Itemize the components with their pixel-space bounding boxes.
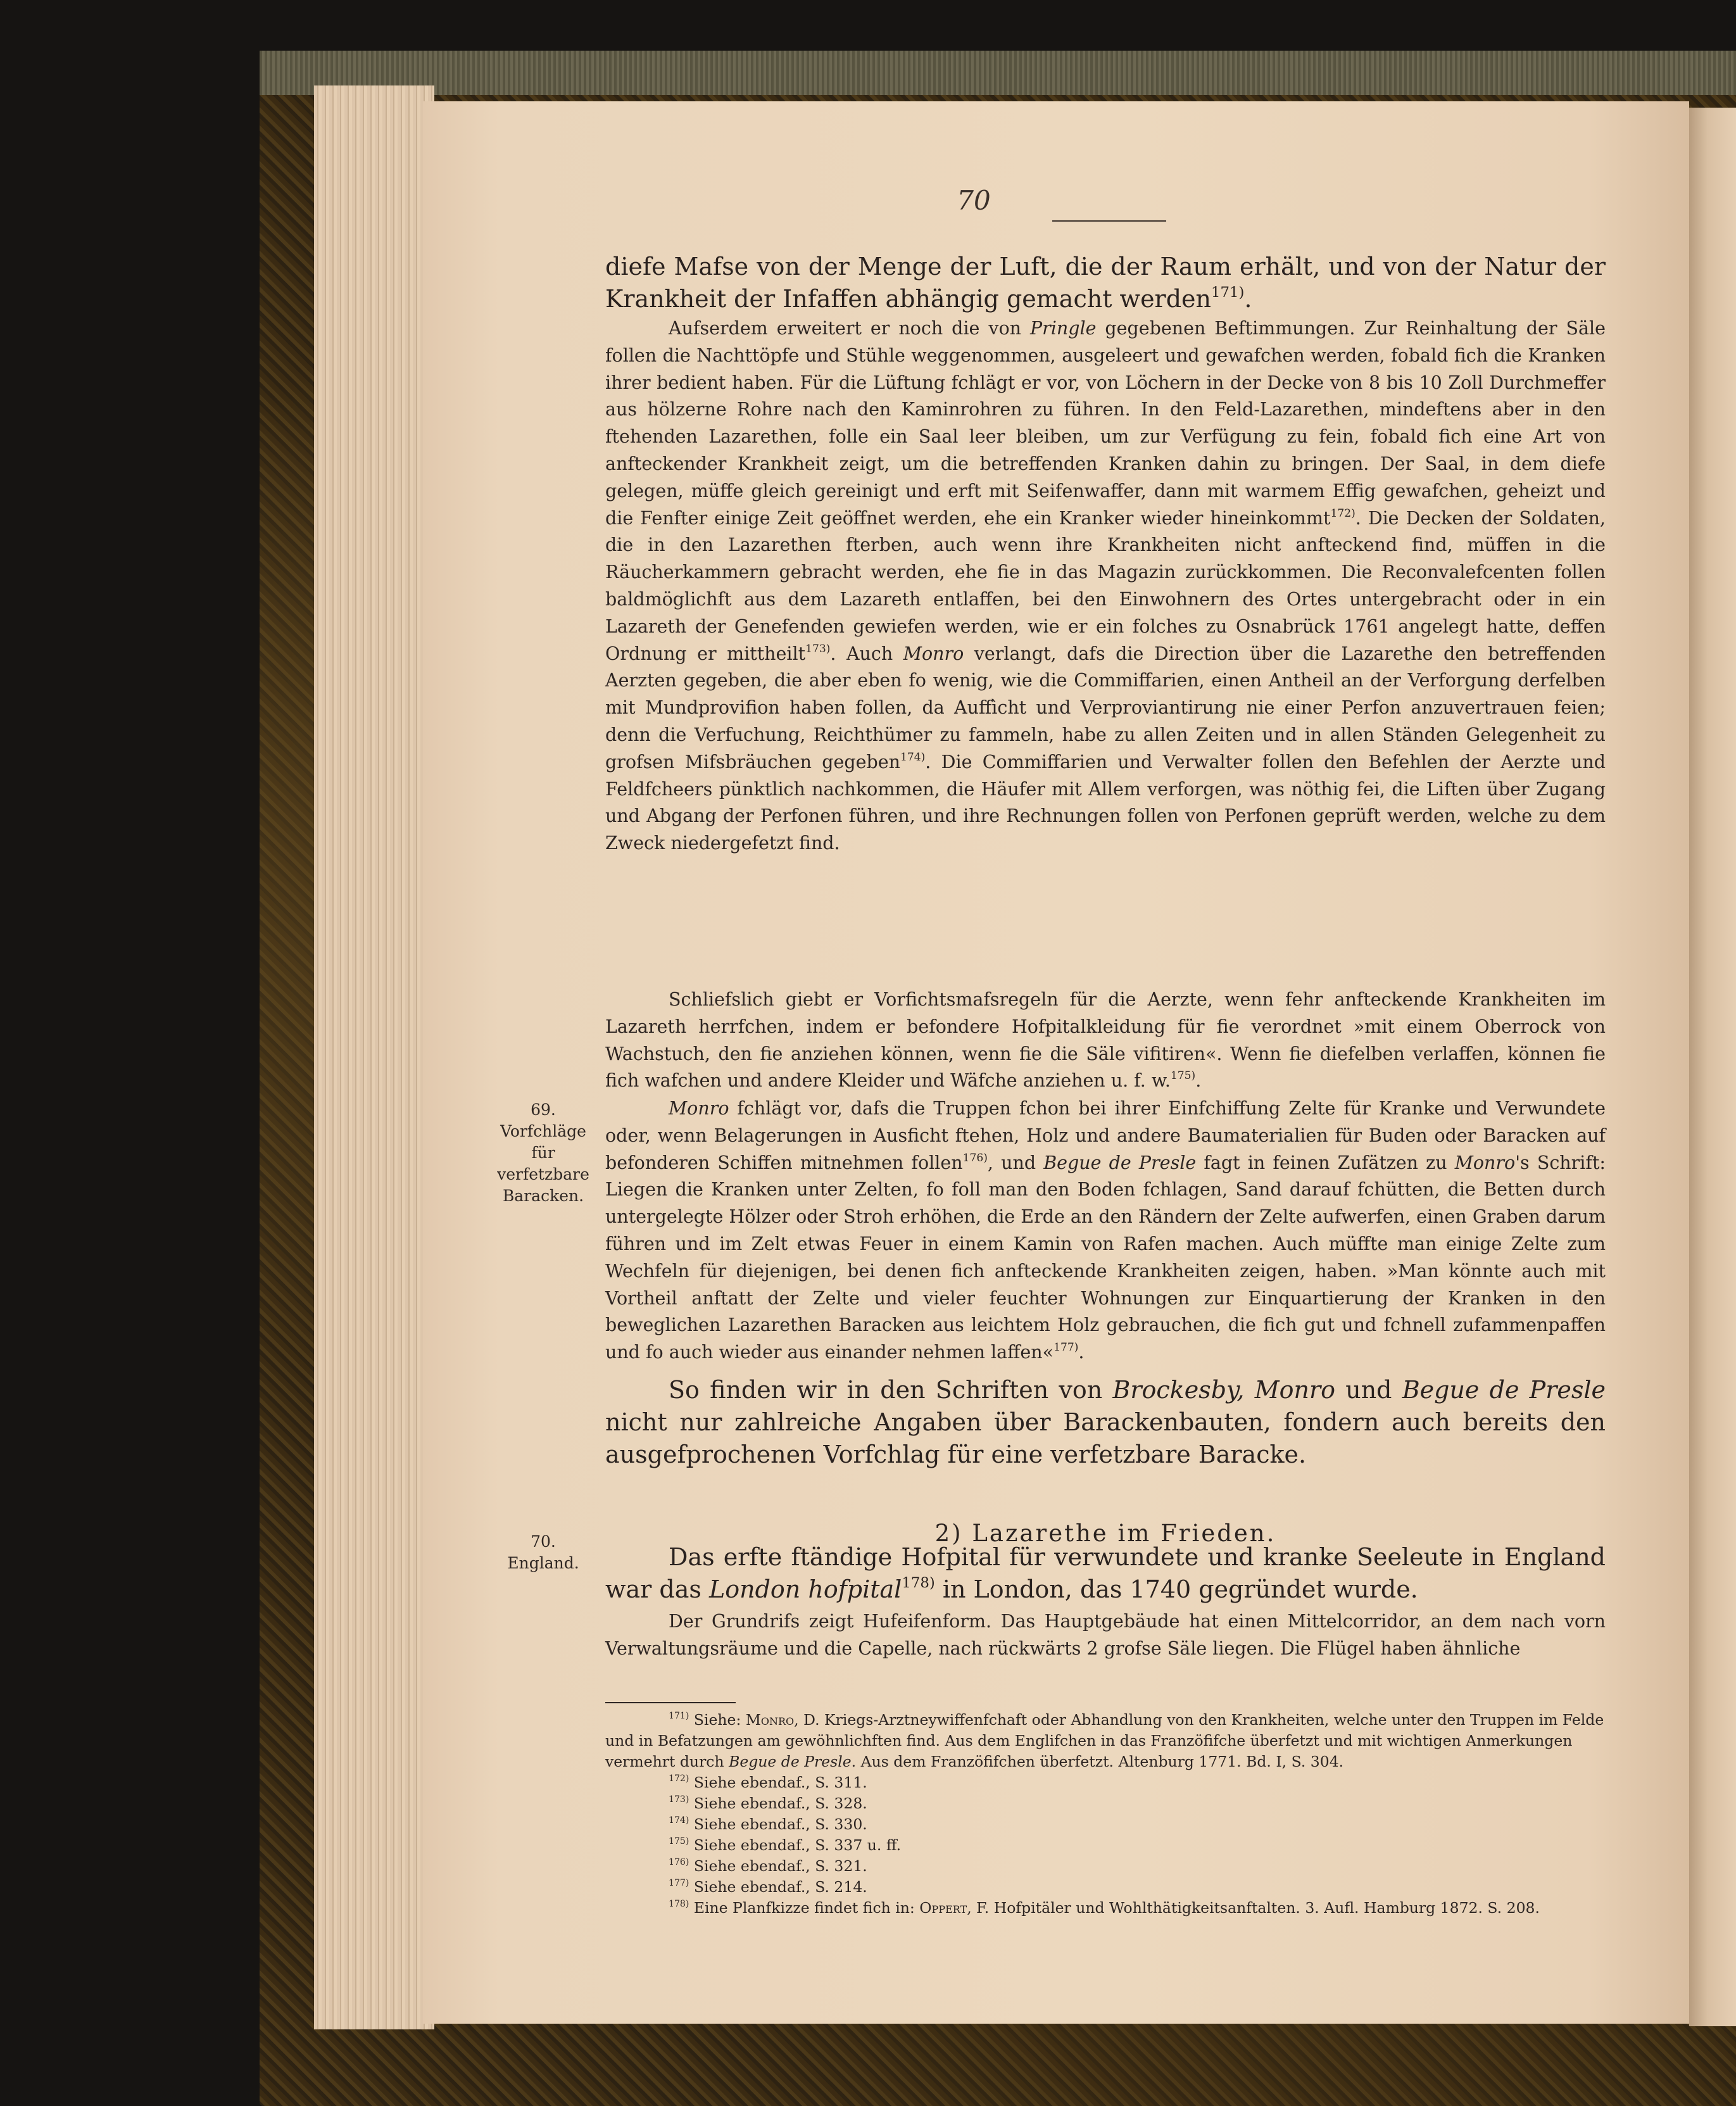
margin-note-69 [486,1099,600,1207]
footnote-176 [605,1856,1606,1877]
footnote-ref: 171) [1211,284,1245,301]
margin-note-line: für [531,1144,555,1162]
italic-name: Begue de Presle [1402,1376,1606,1404]
text-run: Das erfte ftändige Hofpital für verwundete und kranke Seeleute in England war das [605,1543,1606,1603]
text-run: fagt in feinen Zufätzen zu [1196,1152,1455,1173]
footnote-number: 174) [669,1815,689,1826]
footnote-ref: 178) [902,1575,935,1592]
footnote-174 [605,1814,1606,1835]
footnote-number: 176) [669,1857,689,1868]
footnote-number: 177) [669,1878,689,1889]
text-run: in London, das 1740 gegründet wurde. [934,1575,1418,1603]
paragraph-6: Der Grundrifs zeigt Hufeifenform. Das Hauptgebäude hat einen Mittelcorridor, an dem nach vorn Verwaltungsräume und die Capelle, nach rückwärts 2 grofse Säle liegen. Die Flügel haben ähnliche [605,1611,1606,1659]
paragraph-1 [605,315,1606,857]
text-run: Schliefslich giebt er Vorfichtsmafsregeln für die Aerzte, wenn fehr anfteckende Krankheiten im Lazareth herrfchen, indem er befondere Hofpitalkleidung für fie verordnet »mit einem Oberrock von Wachstuch, den fie anziehen können, wenn fie die Säle vifitiren«. Wenn fie diefelben verlaffen, können fie fich wafchen und andere Kleider und Wäfche anziehen u. f. w. [605,989,1606,1092]
text-run: nicht nur zahlreiche Angaben über Barackenbauten, fondern auch bereits den ausgefprochenen Vorfchlag für eine verfetzbare Baracke. [605,1408,1606,1468]
footnote-number: 172) [669,1774,689,1784]
footnote-178 [605,1898,1606,1919]
italic-title: London hofpital [709,1575,902,1603]
author-name: Oppert [919,1899,967,1917]
text-run: . Die Decken der Soldaten, die in den Lazarethen fterben, auch wenn ihre Krankheiten nicht anfteckend find, müffen in die Räucherkammern gebracht werden, ehe fie in das Magazin zurückkommen. Die Reconvalefcenten follen baldmöglichft aus dem Lazareth entlaffen, bei den Einwohnern des Ortes untergebracht oder in ein Lazareth der Genefenden gewiefen werden, wie er ein folches zu Osnabrück 1761 angelegt hatte, deffen Ordnung er mittheilt [605,507,1606,664]
author-name: Monro [745,1711,795,1729]
text-run: Eine Planfkizze findet fich in: [689,1899,920,1917]
footnote-number: 171) [669,1711,689,1722]
text-run: . [1078,1342,1085,1363]
intro-paragraph: diefe Mafse von der Menge der Luft, die der Raum erhält, und von der Natur der Krankheit der Infaffen abhängig gemacht werden$^{171)}$. [605,253,1606,313]
footnote-rule [605,1702,736,1703]
footnote-171 [605,1710,1606,1772]
text-run: 's Schrift: Liegen die Kranken unter Zelten, fo foll man den Boden fchlagen, Sand darauf fchütten, die Betten durch untergelegte Hölzer oder Stroh erhöhen, die Erde an den Rändern der Zelte aufwerfen, einen Graben darum führen und im Zelt etwas Feuer in einem Kamin von Rafen machen. Auch müffte man einige Zelte zum Wechfeln für diejenigen, bei denen fich anfteckende Krankheiten zeigen, haben. »Man könnte auch mit Vortheil anftatt der Zelte und vieler feuchter Wohnungen zur Einquartierung der Kranken in den beweglichen Lazarethen Baracken aus leichtem Holz gebrauchen, die fich gut und fchnell zufammenpaffen und fo auch wieder aus einander nehmen laffen« [605,1152,1606,1363]
italic-name: Monro [669,1098,729,1119]
text-run: , F. Hofpitäler und Wohlthätigkeitsanftalten. 3. Aufl. Hamburg 1872. S. 208. [967,1899,1540,1917]
paragraph-4-summary [605,1374,1606,1471]
footnote-173 [605,1793,1606,1814]
text-run: verlangt, dafs die Direction über die Lazarethe den betreffenden Aerzten gegeben, die aber eben fo wenig, wie die Commiffarien, einen Antheil an der Verforgung derfelben mit Mundprovifion haben follen, da Auffìcht und Verproviantirung nie einer Perfon anzuvertrauen feien; denn die Verfuchung, Reichthümer zu fammeln, habe zu allen Zeiten und in allen Ständen Gelegenheit zu grofsen Mifsbräuchen gegeben [605,643,1606,772]
text-run: So finden wir in den Schriften von [669,1376,1113,1404]
text-run: fchlägt vor, dafs die Truppen fchon bei ihrer Einfchiffung Zelte für Kranke und Verwundete oder, wenn Belagerungen in Ausficht ftehen, Holz und andere Baumaterialien für Buden oder Baracken auf befonderen Schiffen mitnehmen follen [605,1098,1606,1173]
margin-note-line: Baracken. [502,1187,584,1205]
footnote-177 [605,1877,1606,1898]
page-number-rule [1052,220,1166,222]
paragraph-2 [605,987,1606,1095]
text-run: diefe Mafse von der Menge der Luft, die der Raum erhält, und von der Natur der Krankheit der Infaffen abhängig gemacht werden [605,253,1606,313]
text-run: Siehe ebendaf., S. 330. [689,1815,867,1833]
facing-page-edge [1689,108,1736,2026]
footnote-number: 178) [669,1899,689,1910]
italic-name: Brockesby, Monro [1112,1376,1336,1404]
footnote-175 [605,1835,1606,1856]
footnote-number: 173) [669,1794,689,1805]
text-run: und [1335,1376,1402,1404]
margin-note-number: 69. [531,1100,556,1119]
footnote-172 [605,1772,1606,1793]
margin-note-number: 70. [531,1532,556,1551]
page-number: 70 [957,185,991,216]
paragraph-3 [605,1095,1606,1366]
text-run: Siehe ebendaf., S. 337 u. ff. [689,1836,902,1854]
text-run: . Auch [830,643,903,664]
text-run: gegebenen Beftimmungen. Zur Reinhaltung der Säle follen die Nachttöpfe und Stühle weggenommen, ausgeleert und gewafchen werden, fobald fich die Kranken ihrer bedient haben. Für die Lüftung fchlägt er vor, von Löchern in der Decke von 8 bis 10 Zoll Durchmeffer aus hölzerne Rohre nach den Kaminrohren zu führen. In den Feld-Lazarethen, mindeftens aber in den ftehenden Lazarethen, folle ein Saal leer bleiben, um zur Verfügung zu fein, fobald fich eine Art von anfteckender Krankheit zeigt, um die betreffenden Kranken dahin zu bringen. Der Saal, in dem diefe gelegen, müffe gleich gereinigt und erft mit Seifenwaffer, dann mit warmem Effig gewafchen, geheizt und die Fenfter einige Zeit geöffnet werden, ehe ein Kranker wieder hineinkommt [605,318,1606,529]
margin-note-line: verfetzbare [497,1165,589,1183]
italic-name: Begue de Presle [729,1753,852,1770]
text-run: Aufserdem erweitert er noch die von [669,318,1030,339]
text-run: . [1195,1070,1202,1092]
book-cloth-edge [260,51,1736,95]
text-run: Siehe ebendaf., S. 328. [689,1794,867,1812]
text-run: , D. Kriegs-Arztneywiffenfchaft oder Abhandlung von den Krankheiten, welche unter den Truppen im Felde und in Befatzungen am gewöhnlichften find. Aus dem Englifchen in das Franzöfifche überfetzt und mit wichtigen Anmerkungen vermehrt durch [605,1711,1604,1770]
italic-name: Pringle [1029,318,1097,339]
page-stack-edge [314,85,434,2029]
italic-name: Monro [903,643,964,664]
italic-name: Monro [1454,1152,1516,1173]
book-page [423,101,1689,2024]
paragraph-5 [605,1541,1606,1606]
footnote-ref: 176) [962,1151,988,1164]
footnote-ref: 172) [1330,507,1355,520]
footnote-ref: 174) [900,750,926,764]
text-run: , und [987,1152,1044,1173]
text-run: . Die Commiffarien und Verwalter follen den Befehlen der Aerzte und Feldfcheers pünktlich nachkommen, die Häufer mit Allem verforgen, was nöthig fei, die Liften über Zugang und Abgang der Perfonen führen, und ihre Rechnungen follen von Perfonen geprüft werden, welche zu dem Zweck niedergefetzt find. [605,751,1606,854]
text-run: . Aus dem Franzöfifchen überfetzt. Altenburg 1771. Bd. I, S. 304. [851,1753,1344,1770]
margin-note-line: Vorfchläge [500,1122,586,1140]
text-run: Siehe ebendaf., S. 321. [689,1857,867,1875]
text-run: Siehe: [689,1711,746,1729]
text-run: Siehe ebendaf., S. 311. [689,1774,867,1791]
footnote-ref: 175) [1170,1069,1196,1083]
margin-note-line: England. [507,1554,579,1572]
text-run: Siehe ebendaf., S. 214. [689,1878,867,1896]
margin-note-70 [486,1531,600,1574]
footnote-number: 175) [669,1836,689,1847]
footnotes [605,1710,1606,1919]
section-heading: 2) Lazarethe im Frieden. [934,1520,1276,1547]
italic-name: Begue de Presle [1043,1152,1197,1173]
footnote-ref: 177) [1054,1341,1079,1354]
footnote-ref: 173) [805,642,831,655]
